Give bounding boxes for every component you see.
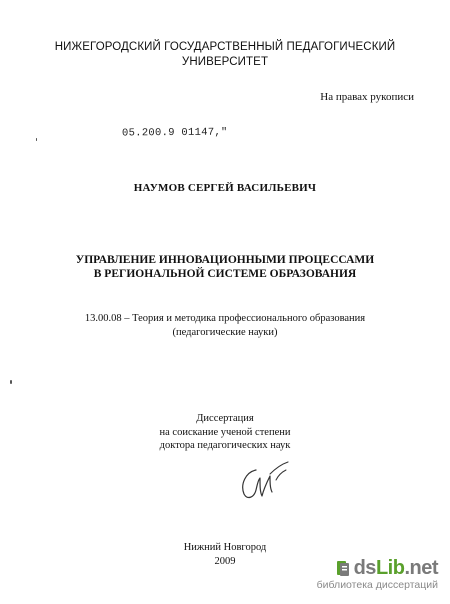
publication-year: 2009 bbox=[214, 556, 236, 567]
dissertation-title bbox=[0, 253, 450, 281]
book-icon bbox=[336, 559, 350, 577]
university-name-line1: НИЖЕГОРОДСКИЙ ГОСУДАРСТВЕННЫЙ ПЕДАГОГИЧЕСКИЙ bbox=[54, 41, 396, 53]
degree-line2: на соискание ученой степени bbox=[159, 426, 291, 438]
title-line1: УПРАВЛЕНИЕ ИННОВАЦИОННЫМИ ПРОЦЕССАМИ bbox=[75, 254, 375, 266]
scan-speck bbox=[10, 380, 12, 384]
watermark-brand bbox=[354, 558, 438, 578]
registration-number: 05.200.9 01147 bbox=[121, 126, 215, 140]
stamp-mark: ," bbox=[214, 126, 228, 139]
watermark-brand-lib: Lib bbox=[375, 557, 405, 579]
dslib-watermark bbox=[308, 558, 438, 594]
degree-line3: доктора педагогических наук bbox=[159, 440, 291, 451]
university-name-line2: УНИВЕРСИТЕТ bbox=[181, 56, 269, 68]
specialty-line1: 13.00.08 – Теория и методика профессионального образования bbox=[84, 313, 366, 324]
specialty-code bbox=[0, 312, 450, 340]
registration-stamp bbox=[122, 127, 228, 140]
university-name bbox=[0, 40, 450, 70]
specialty-line2: (педагогические науки) bbox=[172, 327, 278, 338]
watermark-brand-ds: ds bbox=[353, 557, 376, 579]
watermark-brand-net: .net bbox=[404, 557, 438, 579]
city-name: Нижний Новгород bbox=[183, 542, 267, 553]
scan-speck bbox=[36, 138, 37, 141]
degree-statement bbox=[0, 412, 450, 453]
degree-line1: Диссертация bbox=[196, 413, 254, 424]
author-name: НАУМОВ СЕРГЕЙ ВАСИЛЬЕВИЧ bbox=[133, 182, 317, 194]
watermark-subtitle: библиотека диссертаций bbox=[316, 579, 438, 591]
manuscript-rights-note: На правах рукописи bbox=[320, 91, 414, 103]
handwritten-signature bbox=[236, 458, 296, 506]
watermark-logo bbox=[308, 558, 438, 578]
title-line2: В РЕГИОНАЛЬНОЙ СИСТЕМЕ ОБРАЗОВАНИЯ bbox=[93, 268, 357, 280]
